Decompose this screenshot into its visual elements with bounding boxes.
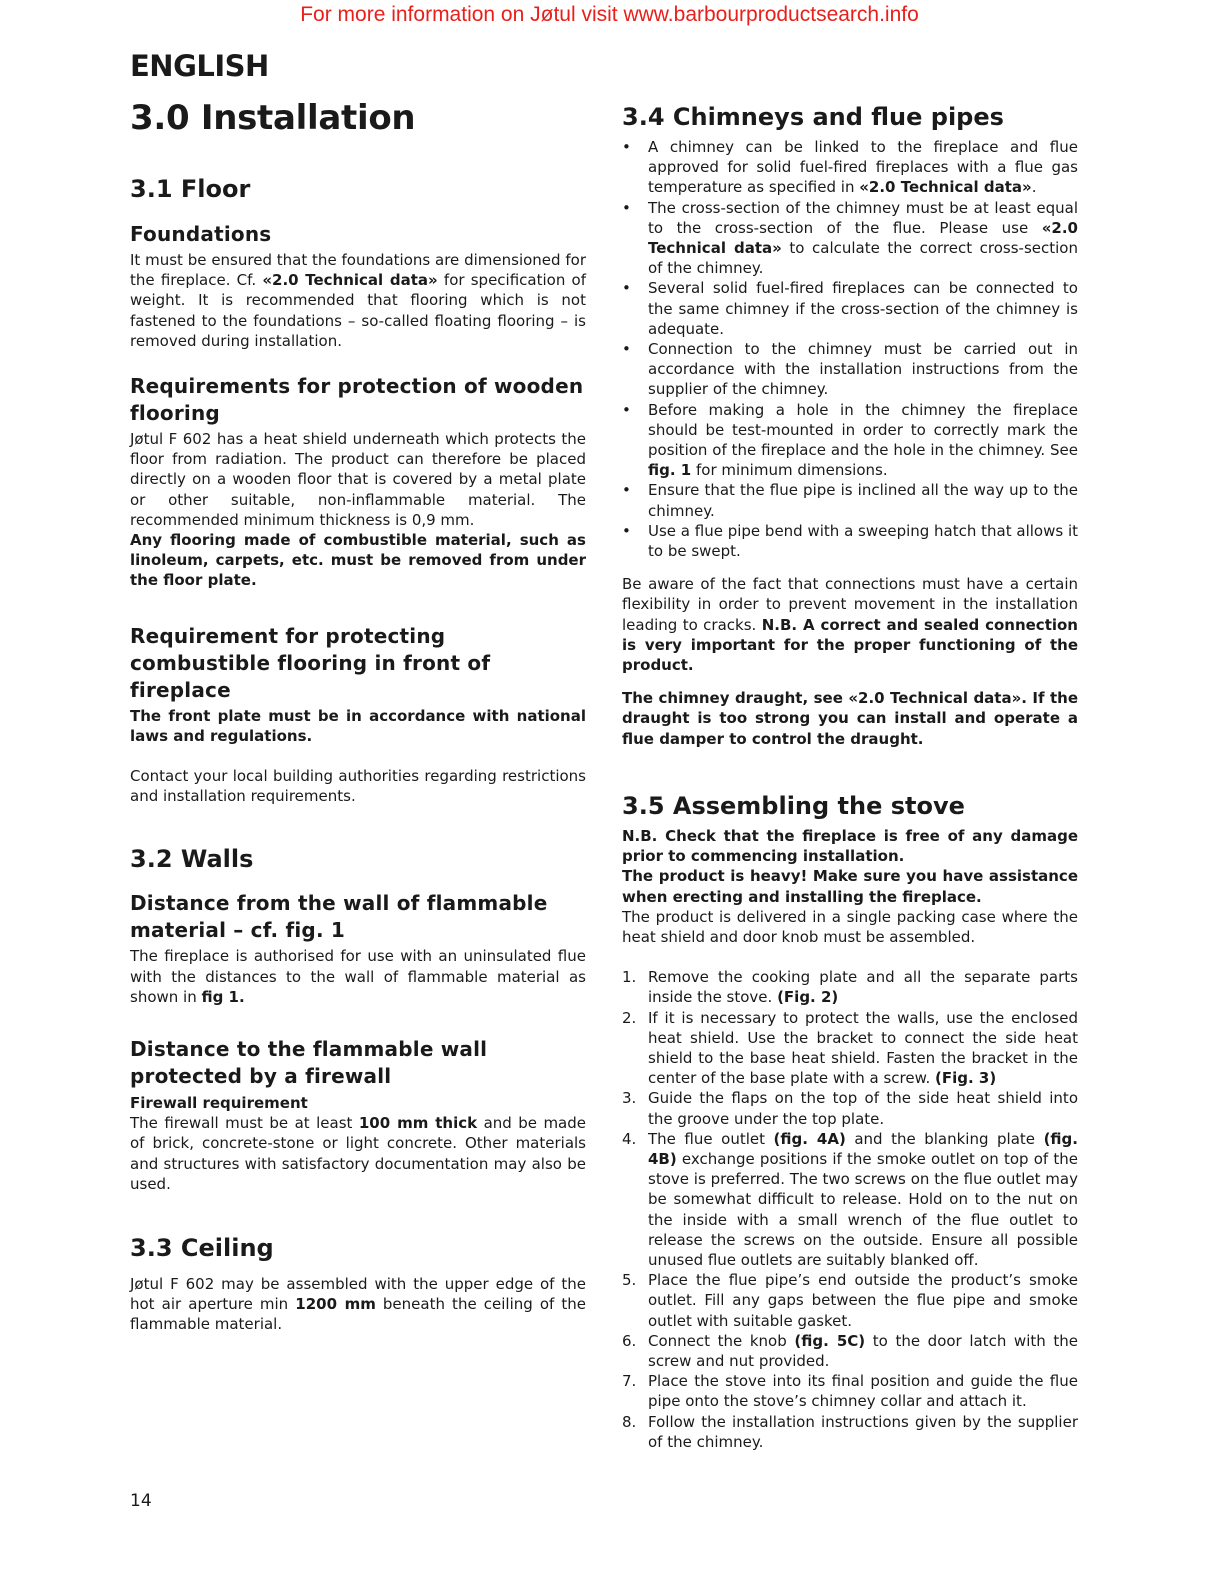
list-item: 7. Place the stove into its final position and guide the flue pipe onto the stove’s chimney collar and attach it. (622, 1372, 1078, 1411)
front-flooring-title: Requirement for protecting combustible flooring in front of fireplace (130, 623, 491, 702)
firewall-requirement-text: The firewall must be at least 100 mm thick and be made of brick, concrete-stone or light concrete. Other materials and structures with satisfactory documentation may also be used. (130, 1114, 586, 1193)
flammable-distance-text: The fireplace is authorised for use with an uninsulated flue with the distances to the wall of flammable material as shown in fig 1. (130, 947, 586, 1006)
firewall-distance-title: Distance to the flammable wall protected by a firewall (130, 1037, 488, 1089)
front-flooring-text: Contact your local building authorities regarding restrictions and installation requirements. (130, 767, 586, 806)
list-item: 2. If it is necessary to protect the walls, use the enclosed heat shield. Use the bracket to connect the side heat shield to the base heat shield. Fasten the bracket in the center of the base plate with a screw. (Fig. 3) (622, 1008, 1078, 1088)
ceiling-text: Jøtul F 602 may be assembled with the upper edge of the hot air aperture min 1200 mm beneath the ceiling of the flammable material. (130, 1275, 587, 1334)
chapter-title: 3.0 Installation (130, 98, 416, 138)
section-3-5-title: 3.5 Assembling the stove (622, 791, 965, 820)
left-column (130, 96, 586, 1335)
connection-flexibility-text: Be aware of the fact that connections must have a certain flexibility in order to prevent movement in the installation leading to cracks. N.B. A correct and sealed connection is very important for the proper functioning of the product. (622, 575, 1078, 675)
wooden-flooring-title: Requirements for protection of wooden flooring (130, 374, 584, 426)
right-column (622, 101, 1078, 1452)
wooden-flooring-warning: Any flooring made of combustible material, such as linoleum, carpets, etc. must be removed from under the floor plate. (130, 531, 586, 590)
list-item: • The cross-section of the chimney must be at least equal to the cross-section of the flue. Please use «2.0 Technical data» to calculate the correct cross-section of the chimney. (622, 198, 1078, 278)
heavy-product-note: The product is heavy! Make sure you have assistance when erecting and installing the fireplace. (622, 867, 1078, 906)
list-item: • Connection to the chimney must be carried out in accordance with the installation instructions from the supplier of the chimney. (622, 340, 1078, 399)
foundations-title: Foundations (130, 222, 272, 246)
damage-check-note: N.B. Check that the fireplace is free of any damage prior to commencing installation. (622, 826, 1078, 866)
list-item: • Use a flue pipe bend with a sweeping hatch that allows it to be swept. (622, 521, 1078, 561)
list-item: • Ensure that the flue pipe is inclined all the way up to the chimney. (622, 481, 1078, 520)
list-item: 6. Connect the knob (fig. 5C) to the door latch with the screw and nut provided. (622, 1331, 1078, 1370)
list-item: • A chimney can be linked to the fireplace and flue approved for solid fuel-fired fireplaces with a flue gas temperature as specified in «2.0 Technical data». (622, 138, 1078, 197)
list-item: 4. The flue outlet (fig. 4A) and the blanking plate (fig. 4B) exchange positions if the smoke outlet on top of the stove is preferred. The two screws on the flue outlet may be somewhat difficult to release. Hold on to the nut on the inside with a small wrench of the flue outlet to release the screws on the outside. Ensure all possible unused flue outlets are suitably blanked off. (622, 1129, 1078, 1269)
list-item: • Several solid fuel-fired fireplaces can be connected to the same chimney if the cross-section of the chimney is adequate. (622, 279, 1078, 338)
delivery-text: The product is delivered in a single packing case where the heat shield and door knob must be assembled. (622, 907, 1078, 946)
section-3-4-title: 3.4 Chimneys and flue pipes (622, 103, 1004, 131)
chimney-requirements-list (622, 137, 1078, 561)
section-3-3-title: 3.3 Ceiling (130, 1234, 274, 1263)
front-flooring-warning: The front plate must be in accordance with national laws and regulations. (130, 706, 586, 745)
list-item: 5. Place the flue pipe’s end outside the product’s smoke outlet. Fill any gaps between the flue pipe and smoke outlet with suitable gasket. (622, 1271, 1078, 1330)
list-item: 8. Follow the installation instructions given by the supplier of the chimney. (622, 1412, 1078, 1451)
list-item: • Before making a hole in the chimney the fireplace should be test-mounted in order to correctly mark the position of the fireplace and the hole in the chimney. See fig. 1 for minimum dimensions. (622, 400, 1078, 480)
assembly-steps-list (622, 967, 1078, 1452)
page-number: 14 (130, 1491, 152, 1511)
language-heading: ENGLISH (130, 49, 269, 83)
wooden-flooring-text: Jøtul F 602 has a heat shield underneath which protects the floor from radiation. The product can therefore be placed directly on a wooden floor that is covered by a metal plate or other suitable, non-inflammable material. The recommended minimum thickness is 0,9 mm. (130, 430, 586, 529)
source-banner[interactable]: For more information on Jøtul visit www.barbourproductsearch.info (300, 3, 919, 26)
flammable-distance-title: Distance from the wall of flammable material – cf. fig. 1 (130, 891, 548, 943)
section-3-2-title: 3.2 Walls (130, 845, 254, 874)
list-item: 1. Remove the cooking plate and all the separate parts inside the stove. (Fig. 2) (622, 968, 1078, 1007)
foundations-text: It must be ensured that the foundations are dimensioned for the fireplace. Cf. «2.0 Technical data» for specification of weight. It is recommended that flooring which is not fastened to the foundations – so-called floating flooring – is removed during installation. (130, 251, 586, 350)
section-3-1-title: 3.1 Floor (130, 175, 251, 203)
list-item: 3. Guide the flaps on the top of the side heat shield into the groove under the top plate. (622, 1089, 1078, 1128)
firewall-requirement-subtitle: Firewall requirement (130, 1094, 308, 1113)
chimney-draught-text: The chimney draught, see «2.0 Technical data». If the draught is too strong you can install and operate a flue damper to control the draught. (622, 689, 1078, 748)
